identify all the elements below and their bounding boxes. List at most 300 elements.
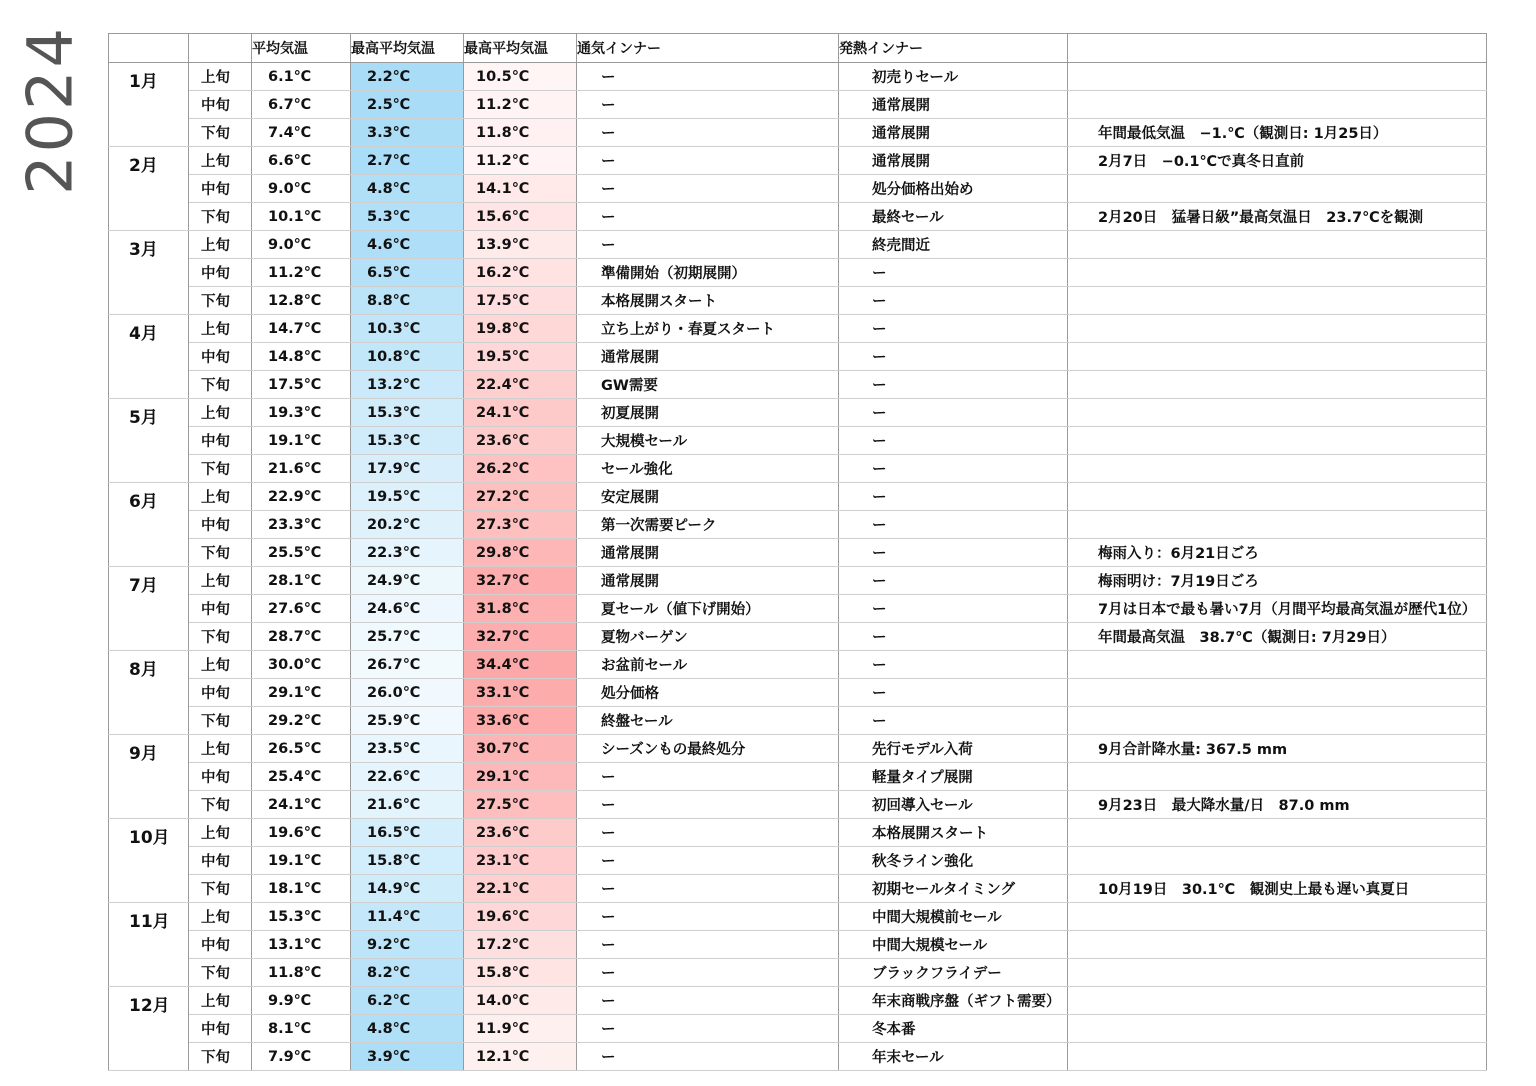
- ventilation-inner-cell: ー: [577, 819, 839, 847]
- max-temp-cell: 19.5℃: [464, 343, 577, 371]
- max-temp-cell: 19.6℃: [464, 903, 577, 931]
- avg-temp-cell: 27.6℃: [252, 595, 351, 623]
- min-temp-cell: 16.5℃: [351, 819, 464, 847]
- ventilation-inner-cell: ー: [577, 147, 839, 175]
- note-cell: 梅雨入り：6月21日ごろ: [1068, 539, 1487, 567]
- note-cell: [1068, 763, 1487, 791]
- table-row: [109, 763, 1487, 791]
- note-cell: [1068, 1015, 1487, 1043]
- month-cell: 1月: [109, 63, 189, 147]
- ventilation-inner-cell: セール強化: [577, 455, 839, 483]
- min-temp-cell: 24.9℃: [351, 567, 464, 595]
- period-cell: 中旬: [189, 91, 252, 119]
- min-temp-cell: 6.5℃: [351, 259, 464, 287]
- period-cell: 中旬: [189, 343, 252, 371]
- month-cell: 5月: [109, 399, 189, 483]
- table-row: [109, 1015, 1487, 1043]
- max-temp-cell: 12.1℃: [464, 1043, 577, 1071]
- table-row: [109, 63, 1487, 91]
- table-row: [109, 399, 1487, 427]
- table-body: [109, 63, 1487, 1071]
- min-temp-cell: 21.6℃: [351, 791, 464, 819]
- note-cell: [1068, 231, 1487, 259]
- month-cell: 6月: [109, 483, 189, 567]
- ventilation-inner-cell: ー: [577, 119, 839, 147]
- year-label-box: [2, 25, 98, 195]
- ventilation-inner-cell: 通常展開: [577, 539, 839, 567]
- avg-temp-cell: 7.9℃: [252, 1043, 351, 1071]
- heat-inner-cell: 通常展開: [839, 119, 1068, 147]
- header-heat-inner: 発熱インナー: [839, 34, 1068, 63]
- period-cell: 下旬: [189, 203, 252, 231]
- max-temp-cell: 23.6℃: [464, 819, 577, 847]
- heat-inner-cell: ー: [839, 539, 1068, 567]
- month-cell: 9月: [109, 735, 189, 819]
- table-row: [109, 651, 1487, 679]
- note-cell: 梅雨明け：7月19日ごろ: [1068, 567, 1487, 595]
- ventilation-inner-cell: ー: [577, 63, 839, 91]
- avg-temp-cell: 18.1℃: [252, 875, 351, 903]
- max-temp-cell: 27.3℃: [464, 511, 577, 539]
- note-cell: [1068, 287, 1487, 315]
- note-cell: [1068, 959, 1487, 987]
- period-cell: 中旬: [189, 511, 252, 539]
- note-cell: 9月23日 最大降水量/日 87.0 mm: [1068, 791, 1487, 819]
- table-row: [109, 1043, 1487, 1071]
- period-cell: 下旬: [189, 371, 252, 399]
- table-row: [109, 371, 1487, 399]
- ventilation-inner-cell: 処分価格: [577, 679, 839, 707]
- min-temp-cell: 17.9℃: [351, 455, 464, 483]
- avg-temp-cell: 6.6℃: [252, 147, 351, 175]
- note-cell: [1068, 1043, 1487, 1071]
- avg-temp-cell: 26.5℃: [252, 735, 351, 763]
- table-row: [109, 819, 1487, 847]
- period-cell: 下旬: [189, 287, 252, 315]
- avg-temp-cell: 8.1℃: [252, 1015, 351, 1043]
- table-row: [109, 147, 1487, 175]
- max-temp-cell: 15.6℃: [464, 203, 577, 231]
- period-cell: 中旬: [189, 1015, 252, 1043]
- period-cell: 中旬: [189, 763, 252, 791]
- heat-inner-cell: ー: [839, 371, 1068, 399]
- ventilation-inner-cell: ー: [577, 175, 839, 203]
- avg-temp-cell: 14.8℃: [252, 343, 351, 371]
- avg-temp-cell: 29.2℃: [252, 707, 351, 735]
- ventilation-inner-cell: ー: [577, 931, 839, 959]
- min-temp-cell: 10.8℃: [351, 343, 464, 371]
- period-cell: 上旬: [189, 651, 252, 679]
- heat-inner-cell: ー: [839, 343, 1068, 371]
- note-cell: 年間最低気温 −1.℃（観測日: 1月25日）: [1068, 119, 1487, 147]
- heat-inner-cell: ー: [839, 427, 1068, 455]
- min-temp-cell: 11.4℃: [351, 903, 464, 931]
- heat-inner-cell: 本格展開スタート: [839, 819, 1068, 847]
- period-cell: 上旬: [189, 819, 252, 847]
- note-cell: [1068, 455, 1487, 483]
- table-row: [109, 679, 1487, 707]
- max-temp-cell: 19.8℃: [464, 315, 577, 343]
- header-avg-temp: 平均気温: [252, 34, 351, 63]
- min-temp-cell: 2.5℃: [351, 91, 464, 119]
- month-cell: 3月: [109, 231, 189, 315]
- period-cell: 中旬: [189, 427, 252, 455]
- heat-inner-cell: ー: [839, 595, 1068, 623]
- avg-temp-cell: 11.8℃: [252, 959, 351, 987]
- table-row: [109, 203, 1487, 231]
- avg-temp-cell: 9.0℃: [252, 175, 351, 203]
- note-cell: [1068, 371, 1487, 399]
- ventilation-inner-cell: ー: [577, 1043, 839, 1071]
- max-temp-cell: 34.4℃: [464, 651, 577, 679]
- min-temp-cell: 26.7℃: [351, 651, 464, 679]
- period-cell: 下旬: [189, 707, 252, 735]
- heat-inner-cell: 最終セール: [839, 203, 1068, 231]
- ventilation-inner-cell: 安定展開: [577, 483, 839, 511]
- note-cell: [1068, 987, 1487, 1015]
- month-cell: 4月: [109, 315, 189, 399]
- note-cell: [1068, 315, 1487, 343]
- ventilation-inner-cell: 初夏展開: [577, 399, 839, 427]
- min-temp-cell: 3.9℃: [351, 1043, 464, 1071]
- avg-temp-cell: 17.5℃: [252, 371, 351, 399]
- avg-temp-cell: 25.4℃: [252, 763, 351, 791]
- heat-inner-cell: ー: [839, 623, 1068, 651]
- ventilation-inner-cell: 通常展開: [577, 567, 839, 595]
- ventilation-inner-cell: ー: [577, 231, 839, 259]
- avg-temp-cell: 28.7℃: [252, 623, 351, 651]
- max-temp-cell: 17.5℃: [464, 287, 577, 315]
- note-cell: [1068, 343, 1487, 371]
- ventilation-inner-cell: ー: [577, 903, 839, 931]
- heat-inner-cell: ー: [839, 511, 1068, 539]
- ventilation-inner-cell: シーズンもの最終処分: [577, 735, 839, 763]
- heat-inner-cell: 終売間近: [839, 231, 1068, 259]
- header-month: [109, 34, 189, 63]
- ventilation-inner-cell: ー: [577, 91, 839, 119]
- min-temp-cell: 8.8℃: [351, 287, 464, 315]
- avg-temp-cell: 9.9℃: [252, 987, 351, 1015]
- ventilation-inner-cell: 夏セール（値下げ開始）: [577, 595, 839, 623]
- table-row: [109, 987, 1487, 1015]
- avg-temp-cell: 19.1℃: [252, 427, 351, 455]
- note-cell: [1068, 175, 1487, 203]
- period-cell: 上旬: [189, 63, 252, 91]
- heat-inner-cell: 中間大規模セール: [839, 931, 1068, 959]
- max-temp-cell: 32.7℃: [464, 567, 577, 595]
- ventilation-inner-cell: ー: [577, 987, 839, 1015]
- note-cell: [1068, 483, 1487, 511]
- ventilation-inner-cell: 立ち上がり・春夏スタート: [577, 315, 839, 343]
- month-cell: 11月: [109, 903, 189, 987]
- heat-inner-cell: ー: [839, 315, 1068, 343]
- note-cell: [1068, 903, 1487, 931]
- max-temp-cell: 17.2℃: [464, 931, 577, 959]
- ventilation-inner-cell: 大規模セール: [577, 427, 839, 455]
- month-cell: 7月: [109, 567, 189, 651]
- heat-inner-cell: ー: [839, 567, 1068, 595]
- ventilation-inner-cell: ー: [577, 959, 839, 987]
- period-cell: 中旬: [189, 175, 252, 203]
- ventilation-inner-cell: 準備開始（初期展開）: [577, 259, 839, 287]
- table-row: [109, 959, 1487, 987]
- table-row: [109, 595, 1487, 623]
- note-cell: 10月19日 30.1℃ 観測史上最も遅い真夏日: [1068, 875, 1487, 903]
- period-cell: 上旬: [189, 987, 252, 1015]
- avg-temp-cell: 7.4℃: [252, 119, 351, 147]
- table-row: [109, 315, 1487, 343]
- period-cell: 上旬: [189, 567, 252, 595]
- ventilation-inner-cell: お盆前セール: [577, 651, 839, 679]
- ventilation-inner-cell: ー: [577, 791, 839, 819]
- min-temp-cell: 15.3℃: [351, 399, 464, 427]
- max-temp-cell: 33.6℃: [464, 707, 577, 735]
- heat-inner-cell: ー: [839, 483, 1068, 511]
- month-cell: 2月: [109, 147, 189, 231]
- month-cell: 10月: [109, 819, 189, 903]
- period-cell: 上旬: [189, 903, 252, 931]
- table-row: [109, 707, 1487, 735]
- avg-temp-cell: 13.1℃: [252, 931, 351, 959]
- heat-inner-cell: 秋冬ライン強化: [839, 847, 1068, 875]
- note-cell: 年間最高気温 38.7℃（観測日: 7月29日）: [1068, 623, 1487, 651]
- heat-inner-cell: ー: [839, 455, 1068, 483]
- max-temp-cell: 15.8℃: [464, 959, 577, 987]
- heat-inner-cell: 通常展開: [839, 147, 1068, 175]
- avg-temp-cell: 19.1℃: [252, 847, 351, 875]
- note-cell: [1068, 931, 1487, 959]
- heat-inner-cell: 先行モデル入荷: [839, 735, 1068, 763]
- min-temp-cell: 2.7℃: [351, 147, 464, 175]
- max-temp-cell: 31.8℃: [464, 595, 577, 623]
- avg-temp-cell: 19.6℃: [252, 819, 351, 847]
- table-row: [109, 931, 1487, 959]
- note-cell: [1068, 91, 1487, 119]
- ventilation-inner-cell: GW需要: [577, 371, 839, 399]
- ventilation-inner-cell: ー: [577, 875, 839, 903]
- note-cell: [1068, 651, 1487, 679]
- period-cell: 下旬: [189, 539, 252, 567]
- heat-inner-cell: 年末商戦序盤（ギフト需要）: [839, 987, 1068, 1015]
- max-temp-cell: 32.7℃: [464, 623, 577, 651]
- ventilation-inner-cell: 終盤セール: [577, 707, 839, 735]
- heat-inner-cell: 通常展開: [839, 91, 1068, 119]
- ventilation-inner-cell: 夏物バーゲン: [577, 623, 839, 651]
- avg-temp-cell: 23.3℃: [252, 511, 351, 539]
- avg-temp-cell: 30.0℃: [252, 651, 351, 679]
- period-cell: 下旬: [189, 455, 252, 483]
- max-temp-cell: 10.5℃: [464, 63, 577, 91]
- heat-inner-cell: ー: [839, 707, 1068, 735]
- table-row: [109, 567, 1487, 595]
- ventilation-inner-cell: 通常展開: [577, 343, 839, 371]
- max-temp-cell: 27.2℃: [464, 483, 577, 511]
- heat-inner-cell: ー: [839, 399, 1068, 427]
- min-temp-cell: 25.7℃: [351, 623, 464, 651]
- period-cell: 上旬: [189, 735, 252, 763]
- year-label: 2024: [13, 25, 87, 195]
- note-cell: [1068, 847, 1487, 875]
- avg-temp-cell: 10.1℃: [252, 203, 351, 231]
- period-cell: 下旬: [189, 875, 252, 903]
- min-temp-cell: 25.9℃: [351, 707, 464, 735]
- min-temp-cell: 13.2℃: [351, 371, 464, 399]
- max-temp-cell: 11.2℃: [464, 147, 577, 175]
- month-cell: 12月: [109, 987, 189, 1071]
- note-cell: [1068, 707, 1487, 735]
- avg-temp-cell: 28.1℃: [252, 567, 351, 595]
- heat-inner-cell: ブラックフライデー: [839, 959, 1068, 987]
- heat-inner-cell: ー: [839, 679, 1068, 707]
- heat-inner-cell: 初回導入セール: [839, 791, 1068, 819]
- note-cell: [1068, 679, 1487, 707]
- min-temp-cell: 23.5℃: [351, 735, 464, 763]
- min-temp-cell: 4.6℃: [351, 231, 464, 259]
- min-temp-cell: 22.6℃: [351, 763, 464, 791]
- note-cell: 2月7日 −0.1℃で真冬日直前: [1068, 147, 1487, 175]
- header-min-temp: 最高平均気温: [351, 34, 464, 63]
- max-temp-cell: 27.5℃: [464, 791, 577, 819]
- note-cell: [1068, 63, 1487, 91]
- max-temp-cell: 23.1℃: [464, 847, 577, 875]
- heat-inner-cell: 中間大規模前セール: [839, 903, 1068, 931]
- period-cell: 上旬: [189, 483, 252, 511]
- avg-temp-cell: 6.1℃: [252, 63, 351, 91]
- table-row: [109, 903, 1487, 931]
- table-row: [109, 483, 1487, 511]
- header-period: [189, 34, 252, 63]
- heat-inner-cell: ー: [839, 651, 1068, 679]
- min-temp-cell: 5.3℃: [351, 203, 464, 231]
- table-row: [109, 259, 1487, 287]
- period-cell: 中旬: [189, 679, 252, 707]
- table-row: [109, 91, 1487, 119]
- max-temp-cell: 29.1℃: [464, 763, 577, 791]
- note-cell: [1068, 259, 1487, 287]
- period-cell: 上旬: [189, 399, 252, 427]
- min-temp-cell: 8.2℃: [351, 959, 464, 987]
- header-row: [109, 34, 1487, 63]
- min-temp-cell: 2.2℃: [351, 63, 464, 91]
- note-cell: 9月合計降水量: 367.5 mm: [1068, 735, 1487, 763]
- table-row: [109, 231, 1487, 259]
- max-temp-cell: 26.2℃: [464, 455, 577, 483]
- min-temp-cell: 20.2℃: [351, 511, 464, 539]
- ventilation-inner-cell: 本格展開スタート: [577, 287, 839, 315]
- ventilation-inner-cell: ー: [577, 1015, 839, 1043]
- avg-temp-cell: 11.2℃: [252, 259, 351, 287]
- max-temp-cell: 16.2℃: [464, 259, 577, 287]
- max-temp-cell: 11.9℃: [464, 1015, 577, 1043]
- max-temp-cell: 14.0℃: [464, 987, 577, 1015]
- header-max-temp: 最高平均気温: [464, 34, 577, 63]
- max-temp-cell: 29.8℃: [464, 539, 577, 567]
- avg-temp-cell: 12.8℃: [252, 287, 351, 315]
- table-row: [109, 735, 1487, 763]
- table-row: [109, 847, 1487, 875]
- min-temp-cell: 10.3℃: [351, 315, 464, 343]
- min-temp-cell: 14.9℃: [351, 875, 464, 903]
- max-temp-cell: 11.8℃: [464, 119, 577, 147]
- period-cell: 上旬: [189, 315, 252, 343]
- min-temp-cell: 19.5℃: [351, 483, 464, 511]
- min-temp-cell: 15.3℃: [351, 427, 464, 455]
- max-temp-cell: 14.1℃: [464, 175, 577, 203]
- avg-temp-cell: 29.1℃: [252, 679, 351, 707]
- max-temp-cell: 22.1℃: [464, 875, 577, 903]
- ventilation-inner-cell: ー: [577, 763, 839, 791]
- note-cell: [1068, 427, 1487, 455]
- table-row: [109, 175, 1487, 203]
- table-row: [109, 791, 1487, 819]
- max-temp-cell: 24.1℃: [464, 399, 577, 427]
- avg-temp-cell: 21.6℃: [252, 455, 351, 483]
- table-row: [109, 455, 1487, 483]
- period-cell: 下旬: [189, 119, 252, 147]
- note-cell: [1068, 399, 1487, 427]
- avg-temp-cell: 9.0℃: [252, 231, 351, 259]
- avg-temp-cell: 19.3℃: [252, 399, 351, 427]
- min-temp-cell: 4.8℃: [351, 1015, 464, 1043]
- table-row: [109, 875, 1487, 903]
- table-row: [109, 623, 1487, 651]
- heat-inner-cell: 初売りセール: [839, 63, 1068, 91]
- period-cell: 下旬: [189, 1043, 252, 1071]
- max-temp-cell: 11.2℃: [464, 91, 577, 119]
- period-cell: 下旬: [189, 623, 252, 651]
- avg-temp-cell: 22.9℃: [252, 483, 351, 511]
- period-cell: 上旬: [189, 231, 252, 259]
- min-temp-cell: 26.0℃: [351, 679, 464, 707]
- period-cell: 中旬: [189, 259, 252, 287]
- note-cell: 2月20日 猛暑日級”最高気温日 23.7℃を観測: [1068, 203, 1487, 231]
- table-row: [109, 511, 1487, 539]
- period-cell: 中旬: [189, 847, 252, 875]
- max-temp-cell: 13.9℃: [464, 231, 577, 259]
- min-temp-cell: 4.8℃: [351, 175, 464, 203]
- min-temp-cell: 6.2℃: [351, 987, 464, 1015]
- header-ventilation-inner: 通気インナー: [577, 34, 839, 63]
- header-notes: [1068, 34, 1487, 63]
- heat-inner-cell: 年末セール: [839, 1043, 1068, 1071]
- min-temp-cell: 24.6℃: [351, 595, 464, 623]
- min-temp-cell: 15.8℃: [351, 847, 464, 875]
- min-temp-cell: 9.2℃: [351, 931, 464, 959]
- avg-temp-cell: 15.3℃: [252, 903, 351, 931]
- ventilation-inner-cell: ー: [577, 203, 839, 231]
- avg-temp-cell: 6.7℃: [252, 91, 351, 119]
- table-row: [109, 539, 1487, 567]
- avg-temp-cell: 14.7℃: [252, 315, 351, 343]
- min-temp-cell: 22.3℃: [351, 539, 464, 567]
- heat-inner-cell: ー: [839, 287, 1068, 315]
- heat-inner-cell: 軽量タイプ展開: [839, 763, 1068, 791]
- avg-temp-cell: 25.5℃: [252, 539, 351, 567]
- note-cell: [1068, 511, 1487, 539]
- ventilation-inner-cell: 第一次需要ピーク: [577, 511, 839, 539]
- avg-temp-cell: 24.1℃: [252, 791, 351, 819]
- period-cell: 下旬: [189, 791, 252, 819]
- min-temp-cell: 3.3℃: [351, 119, 464, 147]
- heat-inner-cell: 初期セールタイミング: [839, 875, 1068, 903]
- heat-inner-cell: 処分価格出始め: [839, 175, 1068, 203]
- table-row: [109, 427, 1487, 455]
- max-temp-cell: 22.4℃: [464, 371, 577, 399]
- heat-inner-cell: ー: [839, 259, 1068, 287]
- heat-inner-cell: 冬本番: [839, 1015, 1068, 1043]
- table-row: [109, 119, 1487, 147]
- period-cell: 上旬: [189, 147, 252, 175]
